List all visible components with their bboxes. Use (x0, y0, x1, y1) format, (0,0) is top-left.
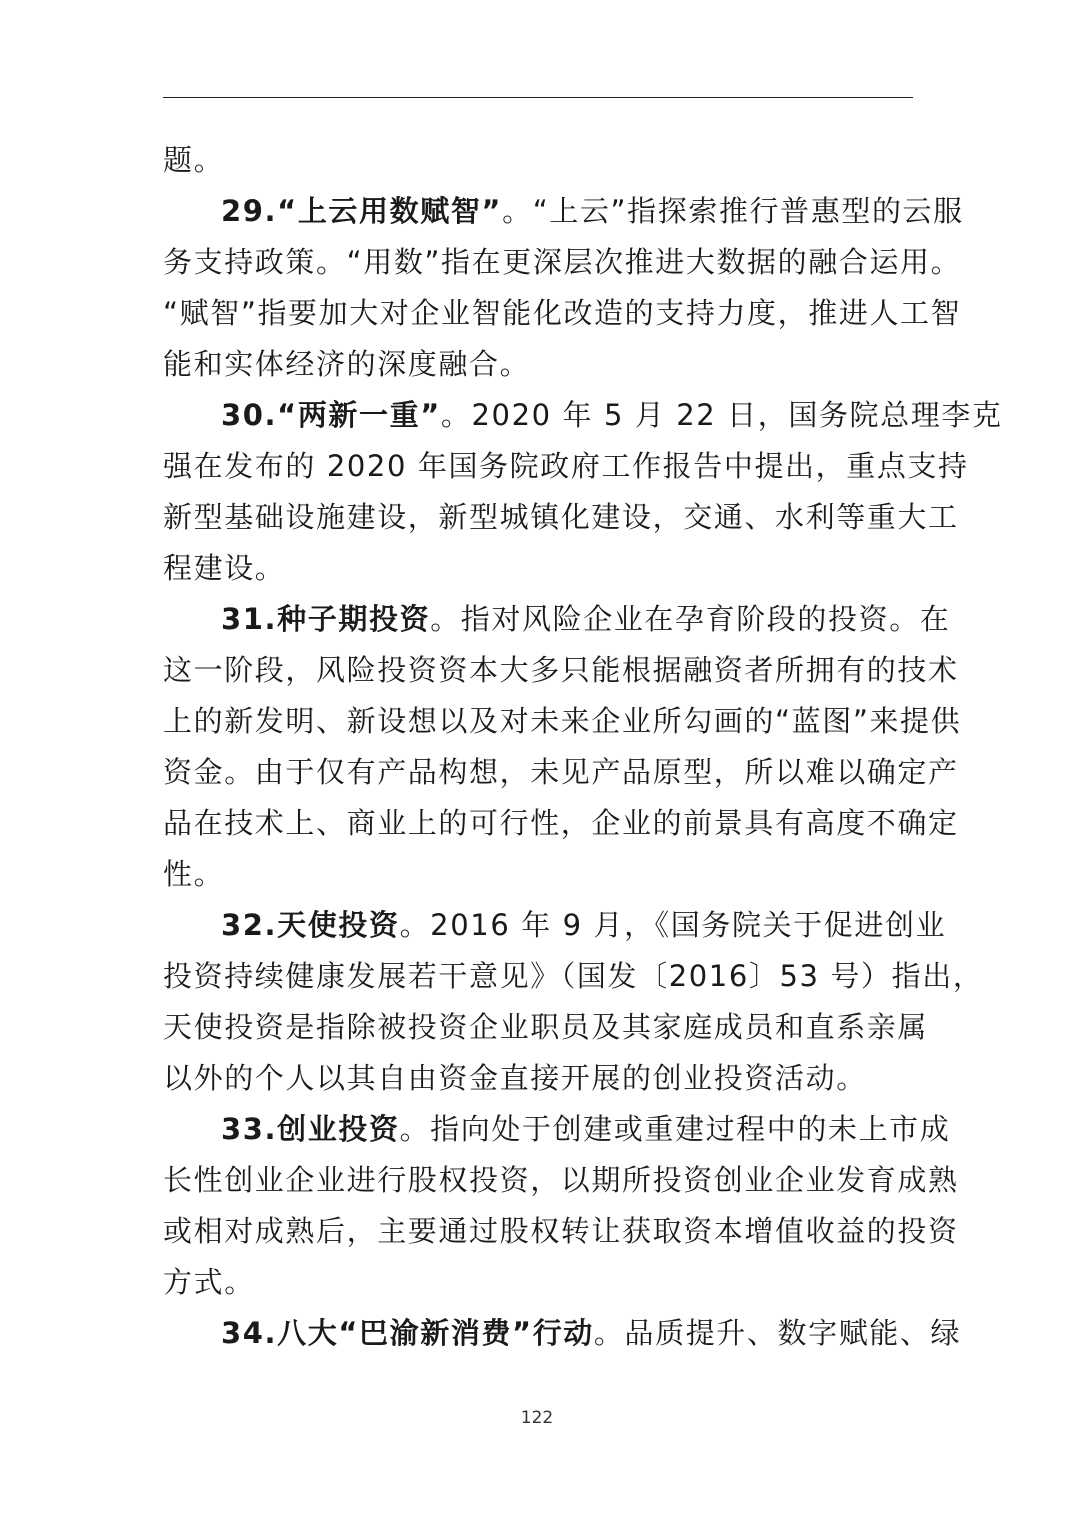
text-line: 新型基础设施建设，新型城镇化建设，交通、水利等重大工 (163, 500, 959, 534)
glossary-term: 34.八大“巴渝新消费”行动 (221, 1316, 594, 1350)
document-body (163, 135, 1003, 1359)
glossary-text: 。2016 年 9 月，《国务院关于促进创业 (399, 908, 947, 942)
text-line: 方式。 (163, 1265, 255, 1299)
text-line: “赋智”指要加大对企业智能化改造的支持力度，推进人工智 (163, 296, 962, 330)
text-line: 以外的个人以其自由资金直接开展的创业投资活动。 (163, 1061, 867, 1095)
text-line: 强在发布的 2020 年国务院政府工作报告中提出，重点支持 (163, 449, 969, 483)
glossary-entry-31-heading (163, 594, 951, 645)
text-line: 或相对成熟后，主要通过股权转让获取资本增值收益的投资 (163, 1214, 959, 1248)
text-line: 投资持续健康发展若干意见》（国发〔2016〕53 号）指出， (163, 959, 984, 993)
text-line: 长性创业企业进行股权投资，以期所投资创业企业发育成熟 (163, 1163, 959, 1197)
page-number: 122 (520, 1408, 554, 1428)
glossary-entry-34-heading (163, 1308, 962, 1359)
text-line: 程建设。 (163, 551, 286, 585)
header-rule (163, 97, 913, 98)
glossary-term: 29.“上云用数赋智” (221, 194, 503, 228)
glossary-entry-33-heading (163, 1104, 951, 1155)
glossary-term: 32.天使投资 (221, 908, 400, 942)
text-line: 这一阶段，风险投资资本大多只能根据融资者所拥有的技术 (163, 653, 959, 687)
glossary-text: 。指向处于创建或重建过程中的未上市成 (399, 1112, 951, 1146)
text-line: 资金。由于仅有产品构想，未见产品原型，所以难以确定产 (163, 755, 959, 789)
text-line: 能和实体经济的深度融合。 (163, 347, 531, 381)
glossary-text: 。2020 年 5 月 22 日，国务院总理李克 (440, 398, 1003, 432)
glossary-text: 。“上云”指探索推行普惠型的云服 (502, 194, 964, 228)
glossary-term: 33.创业投资 (221, 1112, 400, 1146)
glossary-entry-32-heading (163, 900, 947, 951)
glossary-text: 。品质提升、数字赋能、绿 (593, 1316, 962, 1350)
glossary-term: 30.“两新一重” (221, 398, 441, 432)
text-line: 天使投资是指除被投资企业职员及其家庭成员和直系亲属 (163, 1010, 929, 1044)
glossary-entry-29-heading (163, 186, 964, 237)
glossary-term: 31.种子期投资 (221, 602, 431, 636)
text-line: 题。 (163, 143, 225, 177)
text-line: 性。 (163, 857, 225, 891)
text-line: 上的新发明、新设想以及对未来企业所勾画的“蓝图”来提供 (163, 704, 962, 738)
text-line: 品在技术上、商业上的可行性，企业的前景具有高度不确定 (163, 806, 959, 840)
text-line: 务支持政策。“用数”指在更深层次推进大数据的融合运用。 (163, 245, 962, 279)
glossary-text: 。指对风险企业在孕育阶段的投资。在 (430, 602, 951, 636)
glossary-entry-30-heading (163, 390, 1003, 441)
